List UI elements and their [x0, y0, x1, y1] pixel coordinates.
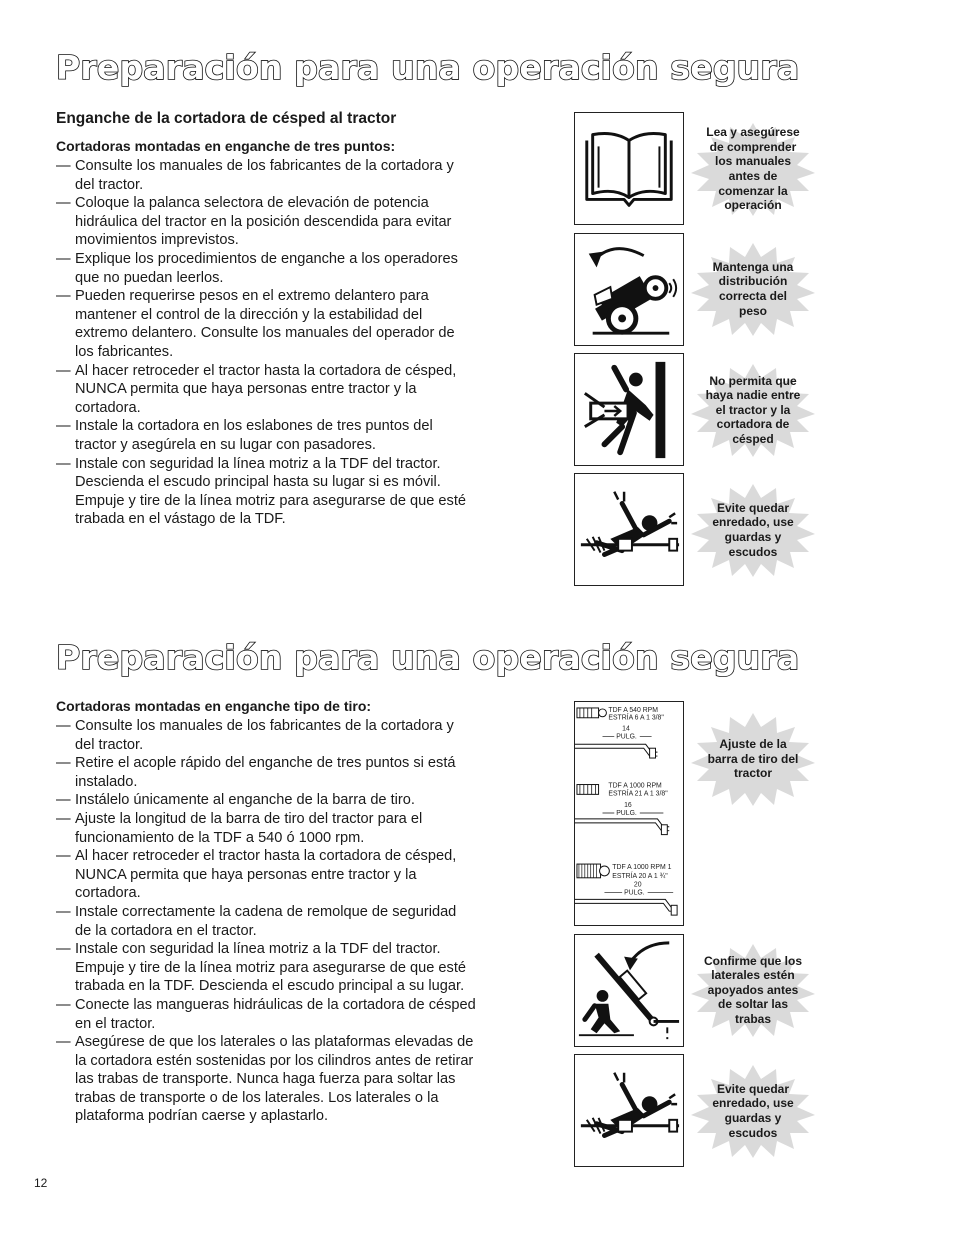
- callout-burst: [688, 1063, 818, 1159]
- list-item: — Instale correctamente la cadena de remolque de seguridad de la cortadora en el tractor.: [56, 903, 476, 940]
- callout-text: Ajuste de la barra de tiro del tractor: [707, 737, 799, 781]
- list-item: — Instale con seguridad la línea motriz a la TDF del tractor. Empuje y tire de la línea motriz para asegurarse de que esté trabada en la TDF. Descienda el escudo principal a su lugar.: [56, 940, 476, 996]
- callout-burst: [688, 241, 818, 337]
- list-item: — Consulte los manuales de los fabricantes de la cortadora y del tractor.: [56, 717, 476, 754]
- callout-text: Lea y asegúrese de comprender los manuales antes de comenzar la operación: [706, 125, 800, 213]
- pto-spec-line1: TDF A 1000 RPM: [608, 782, 662, 790]
- list-item: — Consulte los manuales de los fabricantes de la cortadora y del tractor.: [56, 157, 476, 194]
- section-subheading-1: Cortadoras montadas en enganche de tres puntos:: [56, 138, 396, 154]
- page-title-2: Preparación para una operación segura: [56, 638, 800, 677]
- pto-spec-line1: TDF A 1000 RPM 1: [612, 863, 672, 871]
- list-item: — Ajuste la longitud de la barra de tiro del tractor para el funcionamiento de la TDF a 540 ó 1000 rpm.: [56, 810, 476, 847]
- pto-dist-unit: PULG.: [616, 733, 637, 741]
- pto-dist-unit: PULG.: [624, 889, 645, 897]
- callout-burst: [688, 482, 818, 578]
- list-item: — Coloque la palanca selectora de elevación de potencia hidráulica del tractor en la posición descendida para evitar movimientos imprevistos.: [56, 194, 476, 250]
- pto-dist-value: 16: [624, 802, 632, 810]
- section-heading: Enganche de la cortadora de césped al tractor: [56, 110, 397, 127]
- callout-text: Confirme que los laterales estén apoyados antes de soltar las trabas: [704, 953, 803, 1026]
- callout-text: No permita que haya nadie entre el tractor y la cortadora de césped: [705, 373, 801, 446]
- crush-hazard-icon: [574, 353, 684, 466]
- pto-spec-line1: TDF A 540 RPM: [608, 706, 658, 714]
- page-number: 12: [34, 1176, 48, 1190]
- callout-burst: [688, 121, 818, 217]
- callout-text: Mantenga una distribución correcta del peso: [712, 259, 794, 318]
- weight-distribution-icon: [574, 233, 684, 346]
- pto-spec-line2: ESTRÍA 20 A 1 ¾": [612, 872, 668, 880]
- list-item: — Explique los procedimientos de enganche a los operadores que no puedan leerlos.: [56, 250, 476, 287]
- list-item: — Retire el acople rápido del enganche de tres puntos si está instalado.: [56, 754, 476, 791]
- callout-burst: [688, 942, 818, 1038]
- pto-dist-value: 20: [633, 881, 642, 889]
- list-item: — Asegúrese de que los laterales o las plataformas elevadas de la cortadora estén sostenidas por los cilindros antes de retirar las trabas de transporte. Nunca haga fuerza para soltar las trabas de transporte o de los laterales. Los laterales o la plataforma podrían caerse y aplastarlo.: [56, 1033, 476, 1126]
- callout-burst: [688, 711, 818, 807]
- callout-burst: [688, 362, 818, 458]
- list-item: — Al hacer retroceder el tractor hasta la cortadora de césped, NUNCA permita que haya personas entre tractor y la cortadora.: [56, 847, 476, 903]
- falling-wing-icon: [574, 934, 684, 1047]
- list-item: — Instale con seguridad la línea motriz a la TDF del tractor. Descienda el escudo principal hasta su lugar si es móvil. Empuje y tire de la línea motriz para asegurarse de que esté trabada en el vástago de la TDF.: [56, 455, 476, 529]
- entanglement-hazard-icon: [574, 1054, 684, 1167]
- list-item: — Pueden requerirse pesos en el extremo delantero para mantener el control de la dirección y la estabilidad del extremo delantero. Consulte los manuales del operador de los fabricantes.: [56, 287, 476, 361]
- callout-text: Evite quedar enredado, use guardas y escudos: [712, 500, 794, 559]
- manual-book-icon: [574, 112, 684, 225]
- drawbar-adjust-icon: [574, 701, 684, 926]
- list-item: — Instale la cortadora en los eslabones de tres puntos del tractor y asegúrela en su lugar con pasadores.: [56, 417, 476, 454]
- pto-dist-unit: PULG.: [616, 809, 637, 817]
- entanglement-hazard-icon: [574, 473, 684, 586]
- page-title-1: Preparación para una operación segura: [56, 48, 800, 87]
- instruction-list-2: [56, 717, 476, 1126]
- pto-spec-line2: ESTRÍA 21 A 1 3/8": [608, 790, 668, 798]
- list-item: — Al hacer retroceder el tractor hasta la cortadora de césped, NUNCA permita que haya personas entre tractor y la cortadora.: [56, 362, 476, 418]
- instruction-list-1: [56, 157, 476, 529]
- callout-text: Evite quedar enredado, use guardas y escudos: [712, 1081, 794, 1140]
- list-item: — Conecte las mangueras hidráulicas de la cortadora de césped en el tractor.: [56, 996, 476, 1033]
- pto-dist-value: 14: [622, 725, 630, 733]
- section-subheading-2: Cortadoras montadas en enganche tipo de tiro:: [56, 698, 372, 714]
- list-item: — Instálelo únicamente al enganche de la barra de tiro.: [56, 791, 476, 810]
- pto-spec-line2: ESTRÍA 6 A 1 3/8": [608, 714, 664, 722]
